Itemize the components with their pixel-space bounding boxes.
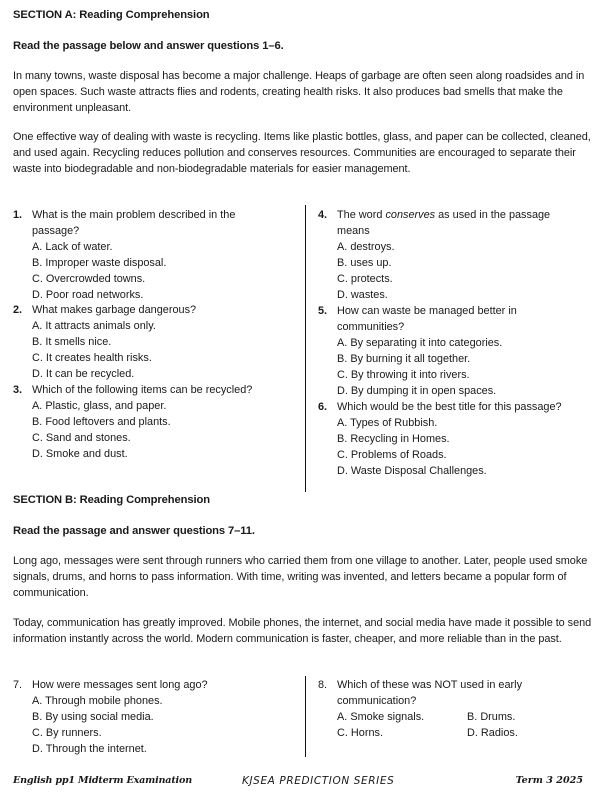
- section-a-passage-paragraph-2: One effective way of dealing with waste is recycling. Items like plastic bottles, glass, and paper can be collected, cleaned, and used again. Recycling reduces pollution and conserves resources. Communities are encouraged to separate their waste into biodegradable and non-biodegradable materials for easier management.: [13, 131, 591, 176]
- option-c[interactable]: C. Horns.: [337, 726, 383, 739]
- option-a[interactable]: A. It attracts animals only.: [32, 319, 156, 332]
- option-b[interactable]: B. It smells nice.: [32, 335, 112, 348]
- footer-exam-title: English pp1 Midterm Examination: [13, 775, 192, 786]
- option-a[interactable]: A. Types of Rubbish.: [337, 416, 438, 429]
- question-3: [13, 383, 303, 463]
- question-stem: How can waste be managed better in communities?: [337, 305, 517, 333]
- option-d[interactable]: D. Smoke and dust.: [32, 447, 128, 460]
- question-2: [13, 303, 293, 383]
- question-number: 7.: [13, 679, 23, 691]
- column-divider: [305, 676, 306, 757]
- question-6: [318, 400, 608, 480]
- question-5: [318, 304, 558, 399]
- section-b-heading: SECTION B: Reading Comprehension: [13, 494, 210, 506]
- question-number: 3.: [13, 384, 23, 396]
- option-b[interactable]: B. Drums.: [467, 710, 516, 723]
- stem-suffix: as used in the passage means: [337, 209, 551, 237]
- option-b[interactable]: B. uses up.: [337, 256, 392, 269]
- question-number: 1.: [13, 209, 23, 221]
- question-4: [318, 208, 558, 303]
- option-d[interactable]: D. By dumping it in open spaces.: [337, 384, 497, 397]
- option-c[interactable]: C. By runners.: [32, 726, 102, 739]
- option-c[interactable]: C. Sand and stones.: [32, 431, 131, 444]
- question-8: [318, 678, 558, 742]
- option-c[interactable]: C. protects.: [337, 272, 393, 285]
- option-b[interactable]: B. Improper waste disposal.: [32, 256, 167, 269]
- option-b[interactable]: B. Food leftovers and plants.: [32, 415, 171, 428]
- question-stem: How were messages sent long ago?: [32, 679, 208, 691]
- section-b-instruction: Read the passage and answer questions 7–11.: [13, 525, 255, 537]
- stem-italic-word: conserves: [385, 209, 436, 221]
- footer-series: KJSEA PREDICTION SERIES: [242, 775, 395, 787]
- section-b-passage-paragraph-2: Today, communication has greatly improved. Mobile phones, the internet, and social media have made it possible to send information instantly across the world. Modern communication is faster, cheaper, and more reliable than in the past.: [13, 617, 592, 646]
- column-divider: [305, 205, 306, 492]
- option-d[interactable]: D. wastes.: [337, 288, 388, 301]
- section-a-passage-paragraph-1: In many towns, waste disposal has become a major challenge. Heaps of garbage are often seen along roadsides and in open spaces. Such waste attracts flies and rodents, creating health risks. It also produces bad smells that make the environment unpleasant.: [13, 70, 585, 115]
- option-b[interactable]: B. Recycling in Homes.: [337, 432, 450, 445]
- option-b[interactable]: B. By using social media.: [32, 710, 154, 723]
- option-a[interactable]: A. Lack of water.: [32, 240, 113, 253]
- option-a[interactable]: A. Plastic, glass, and paper.: [32, 399, 167, 412]
- question-1: [13, 208, 283, 303]
- question-number: 4.: [318, 209, 328, 221]
- option-c[interactable]: C. Problems of Roads.: [337, 448, 447, 461]
- question-number: 8.: [318, 679, 328, 691]
- question-stem: [318, 208, 558, 240]
- option-c[interactable]: C. By throwing it into rivers.: [337, 368, 470, 381]
- question-stem: Which would be the best title for this passage?: [337, 401, 562, 413]
- option-d[interactable]: D. It can be recycled.: [32, 367, 135, 380]
- question-stem: What makes garbage dangerous?: [32, 304, 197, 316]
- option-d[interactable]: D. Through the internet.: [32, 742, 147, 755]
- footer-term: Term 3 2025: [515, 775, 583, 786]
- option-a[interactable]: A. destroys.: [337, 240, 395, 253]
- stem-prefix: The word: [337, 209, 386, 221]
- option-a[interactable]: A. By separating it into categories.: [337, 336, 503, 349]
- question-7: [13, 678, 293, 758]
- question-stem: Which of the following items can be recycled?: [32, 384, 253, 396]
- question-stem: Which of these was NOT used in early communication?: [337, 679, 523, 707]
- question-number: 6.: [318, 401, 328, 413]
- options-grid: [318, 710, 558, 742]
- question-number: 2.: [13, 304, 23, 316]
- option-d[interactable]: D. Radios.: [467, 726, 518, 739]
- option-a[interactable]: A. Smoke signals.: [337, 710, 425, 723]
- option-c[interactable]: C. Overcrowded towns.: [32, 272, 146, 285]
- question-number: 5.: [318, 305, 328, 317]
- option-d[interactable]: D. Poor road networks.: [32, 288, 144, 301]
- section-a-heading: SECTION A: Reading Comprehension: [13, 9, 210, 21]
- option-a[interactable]: A. Through mobile phones.: [32, 694, 163, 707]
- option-b[interactable]: B. By burning it all together.: [337, 352, 471, 365]
- section-b-passage-paragraph-1: Long ago, messages were sent through runners who carried them from one village to another. Later, people used smoke signals, drums, and horns to pass information. With time, writing was invented, and letters became a popular form of communication.: [13, 555, 588, 600]
- option-c[interactable]: C. It creates health risks.: [32, 351, 152, 364]
- option-d[interactable]: D. Waste Disposal Challenges.: [337, 464, 487, 477]
- question-stem: What is the main problem described in the passage?: [32, 209, 236, 237]
- section-a-instruction: Read the passage below and answer questions 1–6.: [13, 40, 284, 52]
